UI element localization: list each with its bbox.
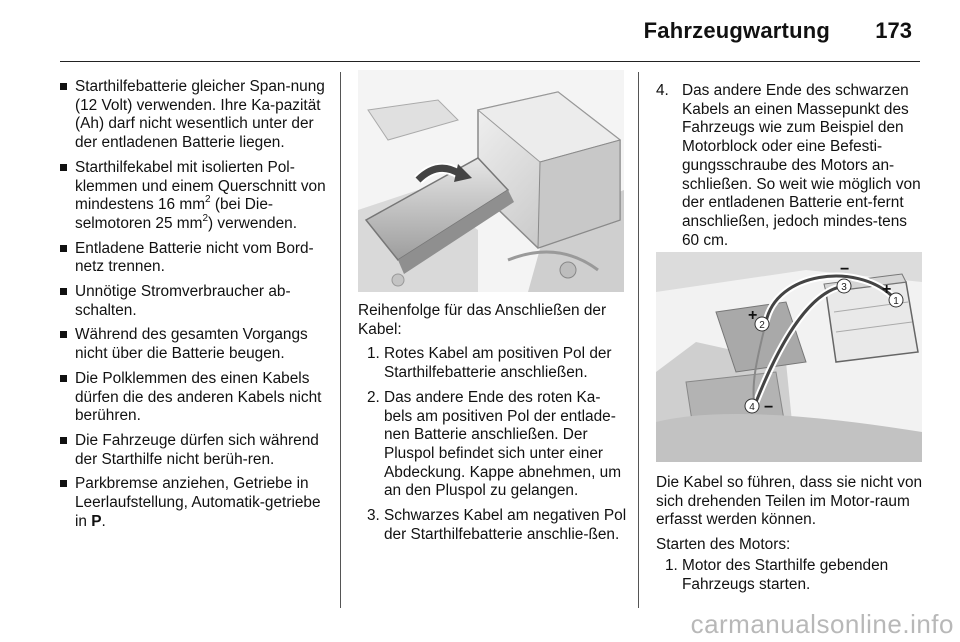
battery-cover-drawing xyxy=(358,70,624,292)
callout-3-label: 3 xyxy=(841,282,847,293)
callout-1-label: 1 xyxy=(893,296,899,307)
column-left xyxy=(60,78,328,537)
bullet-square-icon xyxy=(60,83,67,90)
list-item: 4. Das andere Ende des schwarzen Kabels an einen Massepunkt des Fahrzeugs wie zum Beispiel den Motorblock oder eine Befesti-gungsschraube des Motors an-schließen. So weit wie möglich von der entladenen Batterie ent-fernt anschließen, jedoch mindes-tens 60 cm. xyxy=(656,82,921,249)
list-item: Entladene Batterie nicht vom Bord-netz trennen. xyxy=(60,240,328,277)
column-divider-left xyxy=(340,72,341,608)
jump-start-drawing xyxy=(656,252,922,462)
start-engine-steps xyxy=(656,557,924,594)
list-item: Die Polklemmen des einen Kabels dürfen die des anderen Kabels nicht berühren. xyxy=(60,370,328,426)
list-item: 1. Rotes Kabel am positiven Pol der Starthilfebatterie anschließen. xyxy=(367,345,612,382)
callout-2-label: 2 xyxy=(759,320,765,331)
list-item: 2. Das andere Ende des roten Ka-bels am positiven Pol der entlade-nen Batterie anschließen. Der Pluspol befindet sich unter einer Abdeckung. Kappe abnehmen, um an den Pluspol zu gelangen. xyxy=(367,388,622,500)
start-engine-heading: Starten des Motors: xyxy=(656,536,791,554)
connection-order-intro: Reihenfolge für das Anschließen der Kabel: xyxy=(358,302,607,338)
page-number: 173 xyxy=(875,18,912,43)
callout-4-label: 4 xyxy=(749,402,755,413)
connection-steps xyxy=(358,345,628,544)
column-divider-right xyxy=(638,72,639,608)
header-rule xyxy=(60,61,920,62)
list-item: 1. Motor des Starthilfe gebenden Fahrzeugs starten. xyxy=(665,556,889,593)
bullet-square-icon xyxy=(60,164,67,171)
column-right-lower xyxy=(656,474,924,600)
minus-sign-icon: − xyxy=(840,261,850,278)
list-item: Während des gesamten Vorgangs nicht über die Batterie beugen. xyxy=(60,326,328,363)
watermark: carmanualsonline.info xyxy=(690,609,954,639)
list-item: Starthilfekabel mit isolierten Pol-klemmen und einem Querschnitt von mindestens 16 $mm^2$ (bei Die-selmotoren 25 $mm^2$) verwenden. xyxy=(60,159,328,234)
minus-sign-icon: − xyxy=(764,399,774,416)
list-item: Die Fahrzeuge dürfen sich während der Starthilfe nicht berüh-ren. xyxy=(60,432,328,469)
connection-steps-continued xyxy=(656,82,924,250)
bullet-square-icon xyxy=(60,375,67,382)
list-item: Unnötige Stromverbraucher ab-schalten. xyxy=(60,283,328,320)
section-title: Fahrzeugwartung xyxy=(643,18,830,43)
list-item: Parkbremse anziehen, Getriebe in Leerlaufstellung, Automatik-getriebe in P. xyxy=(60,475,328,531)
cable-routing-note: Die Kabel so führen, dass sie nicht von sich drehenden Teilen im Motor-raum erfasst werden können. xyxy=(656,474,923,529)
battery-cover-illustration xyxy=(358,70,624,292)
column-middle xyxy=(358,302,628,550)
bullet-square-icon xyxy=(60,331,67,338)
plus-sign-icon: + xyxy=(882,281,892,298)
precaution-list xyxy=(60,78,328,531)
list-item: Starthilfebatterie gleicher Span-nung (12 Volt) verwenden. Ihre Ka-pazität (Ah) darf nicht wesentlich unter der der entladenen Batterie liegen. xyxy=(60,78,328,153)
bullet-square-icon xyxy=(60,288,67,295)
plus-sign-icon: + xyxy=(748,307,758,324)
bullet-square-icon xyxy=(60,245,67,252)
bullet-square-icon xyxy=(60,437,67,444)
column-right xyxy=(656,78,924,256)
bullet-square-icon xyxy=(60,480,67,487)
list-item: 3. Schwarzes Kabel am negativen Pol der Starthilfebatterie anschlie-ßen. xyxy=(367,507,627,543)
jump-start-illustration xyxy=(656,252,922,462)
